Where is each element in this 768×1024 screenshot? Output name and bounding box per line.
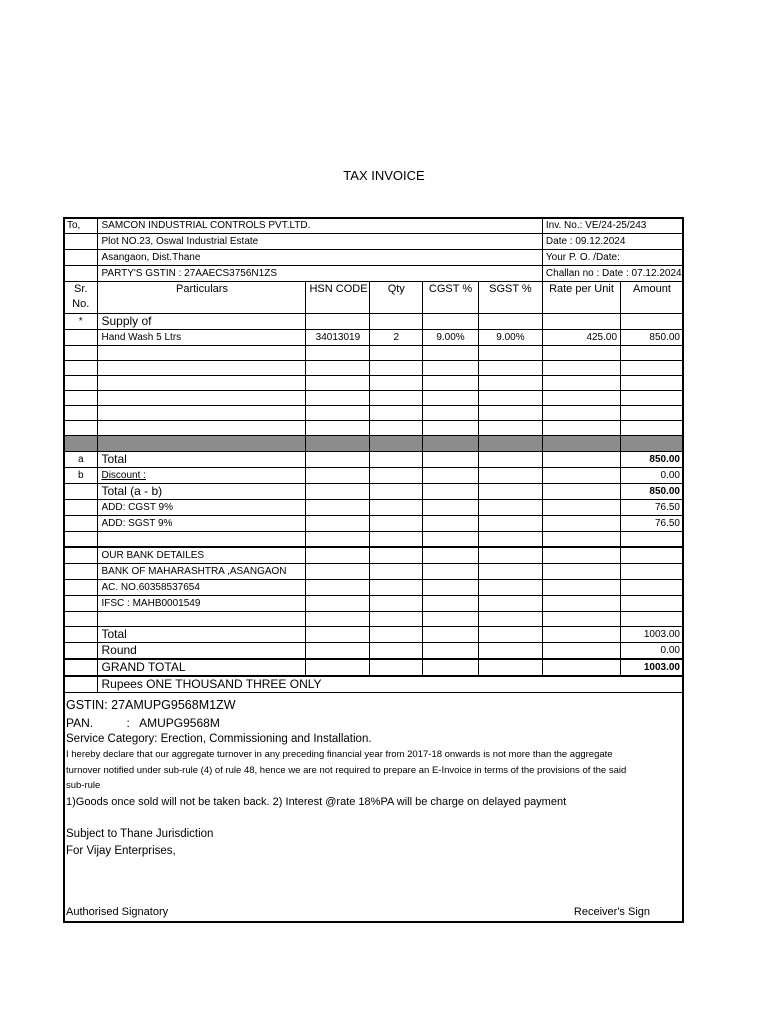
- bank-ifsc: IFSC : MAHB0001549: [98, 595, 306, 611]
- total-value: 850.00: [621, 452, 684, 468]
- item-hsn: 34013019: [306, 330, 370, 346]
- grand-total-value: 1003.00: [621, 659, 684, 676]
- item-cgst: 9.00%: [423, 330, 479, 346]
- total-ab-value: 850.00: [621, 484, 684, 500]
- round-value: 0.00: [621, 642, 684, 659]
- for-company: For Vijay Enterprises,: [66, 845, 176, 857]
- col-cgst: CGST %: [423, 282, 479, 314]
- col-hsn: HSN CODE: [306, 282, 370, 314]
- address-line-1: Plot NO.23, Oswal Industrial Estate: [98, 234, 542, 250]
- declaration-line-1: I hereby declare that our aggregate turnover in any preceding financial year from 2017-18 onwards is not more than the aggregate: [66, 749, 613, 760]
- authorised-signatory: Authorised Signatory: [66, 906, 169, 918]
- supply-label: Supply of: [98, 314, 306, 330]
- total-ab-label: Total (a - b): [98, 484, 306, 500]
- item-amount: 850.00: [621, 330, 684, 346]
- cgst-label: ADD: CGST 9%: [98, 500, 306, 516]
- discount-label: Discount :: [98, 468, 306, 484]
- jurisdiction: Subject to Thane Jurisdiction: [66, 828, 214, 840]
- total-label: Total: [98, 452, 306, 468]
- declaration-line-2: turnover notified under sub-rule (4) of rule 48, hence we are not required to prepare an E-Invoice in terms of the provisions of the said: [66, 765, 627, 776]
- round-label: Round: [98, 642, 306, 659]
- invoice-number: Inv. No.: VE/24-25/243: [542, 218, 683, 234]
- col-particulars: Particulars: [98, 282, 306, 314]
- col-rate: Rate per Unit: [542, 282, 620, 314]
- col-sr: Sr. No.: [64, 282, 98, 314]
- amount-in-words: Rupees ONE THOUSAND THREE ONLY: [98, 676, 684, 693]
- cgst-value: 76.50: [621, 500, 684, 516]
- party-gstin: PARTY'S GSTIN : 27AAECS3756N1ZS: [98, 266, 542, 282]
- row-b-label: b: [64, 468, 98, 484]
- service-category: Service Category: Erection, Commissioning and Installation.: [66, 733, 372, 745]
- address-line-2: Asangaon, Dist.Thane: [98, 250, 542, 266]
- challan-info: Challan no : Date : 07.12.2024: [542, 266, 683, 282]
- col-amount: Amount: [621, 282, 684, 314]
- grand-total-label: GRAND TOTAL: [98, 659, 306, 676]
- final-total-label: Total: [98, 626, 306, 642]
- sgst-value: 76.50: [621, 516, 684, 532]
- receiver-sign: Receiver's Sign: [573, 906, 650, 918]
- item-qty: 2: [370, 330, 423, 346]
- item-rate: 425.00: [542, 330, 620, 346]
- declaration-line-3: sub-rule: [66, 780, 101, 791]
- to-label: To,: [64, 218, 98, 234]
- discount-value: 0.00: [621, 468, 684, 484]
- bank-name: BANK OF MAHARASHTRA ,ASANGAON: [98, 563, 306, 579]
- company-gstin: GSTIN: 27AMUPG9568M1ZW: [66, 698, 236, 712]
- invoice-title: TAX INVOICE: [343, 168, 425, 183]
- sgst-label: ADD: SGST 9%: [98, 516, 306, 532]
- bank-account: AC. NO.60358537654: [98, 579, 306, 595]
- final-total-value: 1003.00: [621, 626, 684, 642]
- bank-heading: OUR BANK DETAILES: [98, 547, 306, 564]
- item-sgst: 9.00%: [478, 330, 542, 346]
- item-desc: Hand Wash 5 Ltrs: [98, 330, 306, 346]
- company-pan: PAN. : AMUPG9568M: [66, 716, 220, 730]
- po-date: Your P. O. /Date:: [542, 250, 683, 266]
- party-name: SAMCON INDUSTRIAL CONTROLS PVT.LTD.: [98, 218, 542, 234]
- invoice-date: Date : 09.12.2024: [542, 234, 683, 250]
- col-qty: Qty: [370, 282, 423, 314]
- terms: 1)Goods once sold will not be taken back. 2) Interest @rate 18%PA will be charge on delayed payment: [66, 796, 567, 808]
- row-a-label: a: [64, 452, 98, 468]
- supply-marker: *: [64, 314, 98, 330]
- invoice-frame: [63, 217, 684, 923]
- col-sgst: SGST %: [478, 282, 542, 314]
